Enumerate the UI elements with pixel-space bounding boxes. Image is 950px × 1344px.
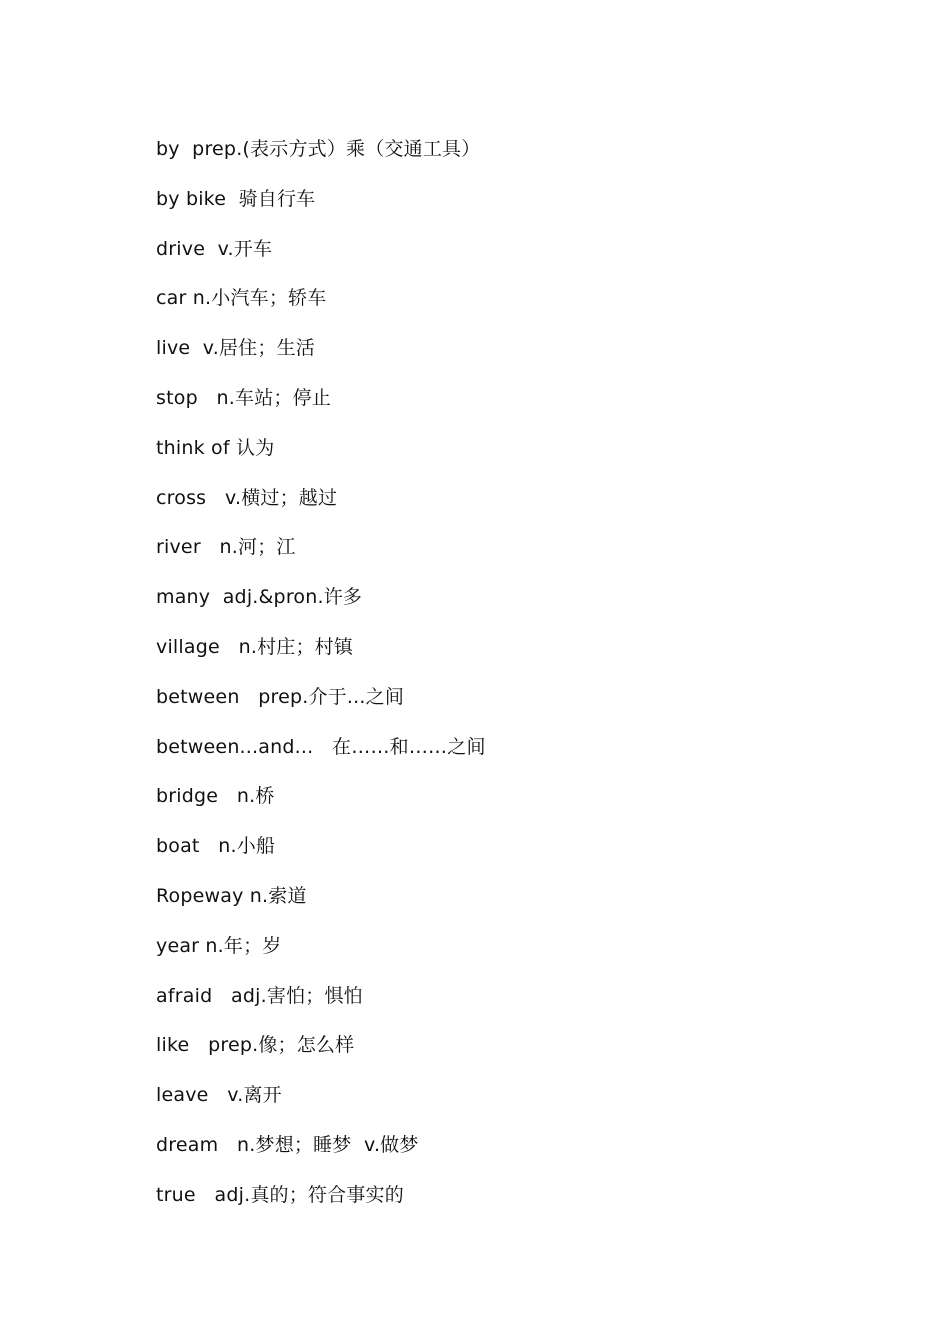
vocab-entry: true adj.真的；符合事实的 [156, 1183, 404, 1206]
vocab-entry: car n.小汽车；轿车 [156, 287, 327, 310]
vocab-entry: like prep.像；怎么样 [156, 1034, 355, 1057]
vocab-entry: by prep.(表示方式）乘（交通工具） [156, 138, 481, 160]
vocab-entry: cross v.横过；越过 [156, 486, 338, 509]
vocab-entry: between...and... 在……和……之间 [156, 735, 486, 758]
vocab-entry: bridge n.桥 [156, 785, 275, 808]
vocabulary-list [156, 136, 486, 1232]
vocab-entry: dream n.梦想；睡梦 v.做梦 [156, 1133, 419, 1156]
vocab-entry: afraid adj.害怕；惧怕 [156, 984, 363, 1007]
vocab-entry: year n.年；岁 [156, 934, 282, 957]
vocab-entry: village n.村庄；村镇 [156, 635, 354, 658]
vocab-entry: boat n.小船 [156, 835, 276, 858]
vocab-entry: stop n.车站；停止 [156, 386, 332, 409]
vocab-entry: between prep.介于...之间 [156, 685, 405, 708]
vocab-entry: drive v.开车 [156, 237, 273, 260]
vocab-entry: live v.居住；生活 [156, 337, 315, 360]
vocab-entry: river n.河；江 [156, 536, 296, 559]
vocab-entry: leave v.离开 [156, 1084, 282, 1107]
vocab-entry: by bike 骑自行车 [156, 187, 316, 210]
vocab-entry: Ropeway n.索道 [156, 884, 307, 907]
vocab-entry: think of 认为 [156, 436, 275, 459]
vocab-entry: many adj.&pron.许多 [156, 586, 363, 609]
